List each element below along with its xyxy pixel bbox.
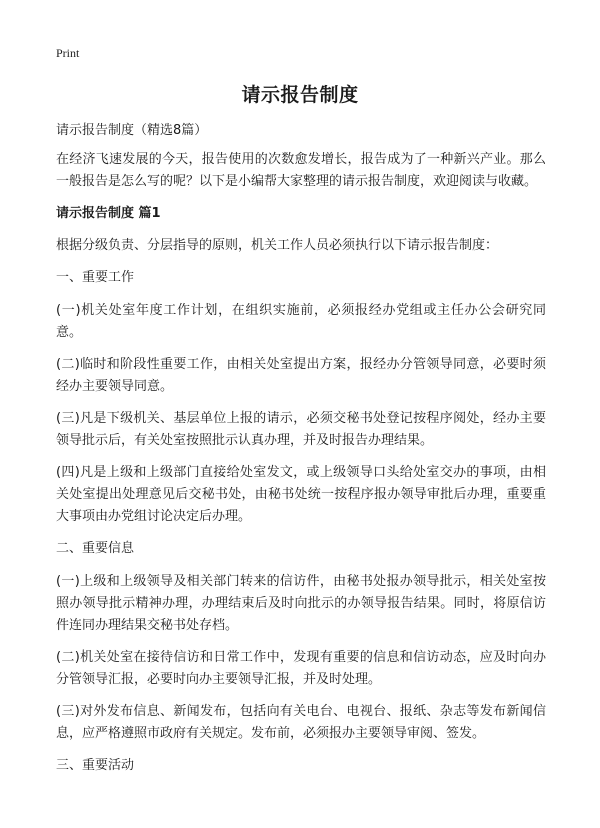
section-heading-important-activities: 三、重要活动 [56,758,135,773]
article-heading: 请示报告制度 篇1 [56,206,161,221]
document-body [56,120,546,788]
list-item: (四)凡是上级和上级部门直接给处室发文，或上级领导口头给处室交办的事项，由相关处室提出处理意见后交秘书处，由秘书处统一按程序报办领导审批后办理，重要重大事项由办党组讨论决定后办理。 [56,465,546,524]
list-item: (三)凡是下级机关、基层单位上报的请示，必须交秘书处登记按程序阅处，经办主要领导批示后，有关处室按照批示认真办理，并及时报告办理结果。 [56,411,546,448]
list-item: (二)机关处室在接待信访和日常工作中，发现有重要的信息和信访动态，应及时向办分管领导汇报，必要时向办主要领导汇报，并及时处理。 [56,650,546,687]
intro-paragraph: 在经济飞速发展的今天，报告使用的次数愈发增长，报告成为了一种新兴产业。那么一般报告是怎么写的呢？以下是小编帮大家整理的请示报告制度，欢迎阅读与收藏。 [56,152,546,189]
print-link[interactable]: Print [56,46,80,60]
list-item: (一)上级和上级领导及相关部门转来的信访件，由秘书处报办领导批示，相关处室按照办领导批示精神办理，办理结束后及时向批示的办领导报告结果。同时，将原信访件连同办理结果交秘书处存档。 [56,574,546,633]
list-item: (一)机关处室年度工作计划，在组织实施前，必须报经办党组或主任办公会研究同意。 [56,303,546,340]
page-title: 请示报告制度 [241,84,359,106]
lead-paragraph: 根据分级负责、分层指导的原则，机关工作人员必须执行以下请示报告制度： [56,238,499,253]
list-item: (三)对外发布信息、新闻发布，包括向有关电台、电视台、报纸、杂志等发布新闻信息，应严格遵照市政府有关规定。发布前，必须报办主要领导审阅、签发。 [56,704,546,741]
list-item: (二)临时和阶段性重要工作，由相关处室提出方案，报经办分管领导同意，必要时须经办主要领导同意。 [56,357,546,394]
section-heading-important-work: 一、重要工作 [56,270,135,285]
document-subtitle: 请示报告制度（精选8篇） [56,123,208,138]
section-heading-important-info: 二、重要信息 [56,541,135,556]
